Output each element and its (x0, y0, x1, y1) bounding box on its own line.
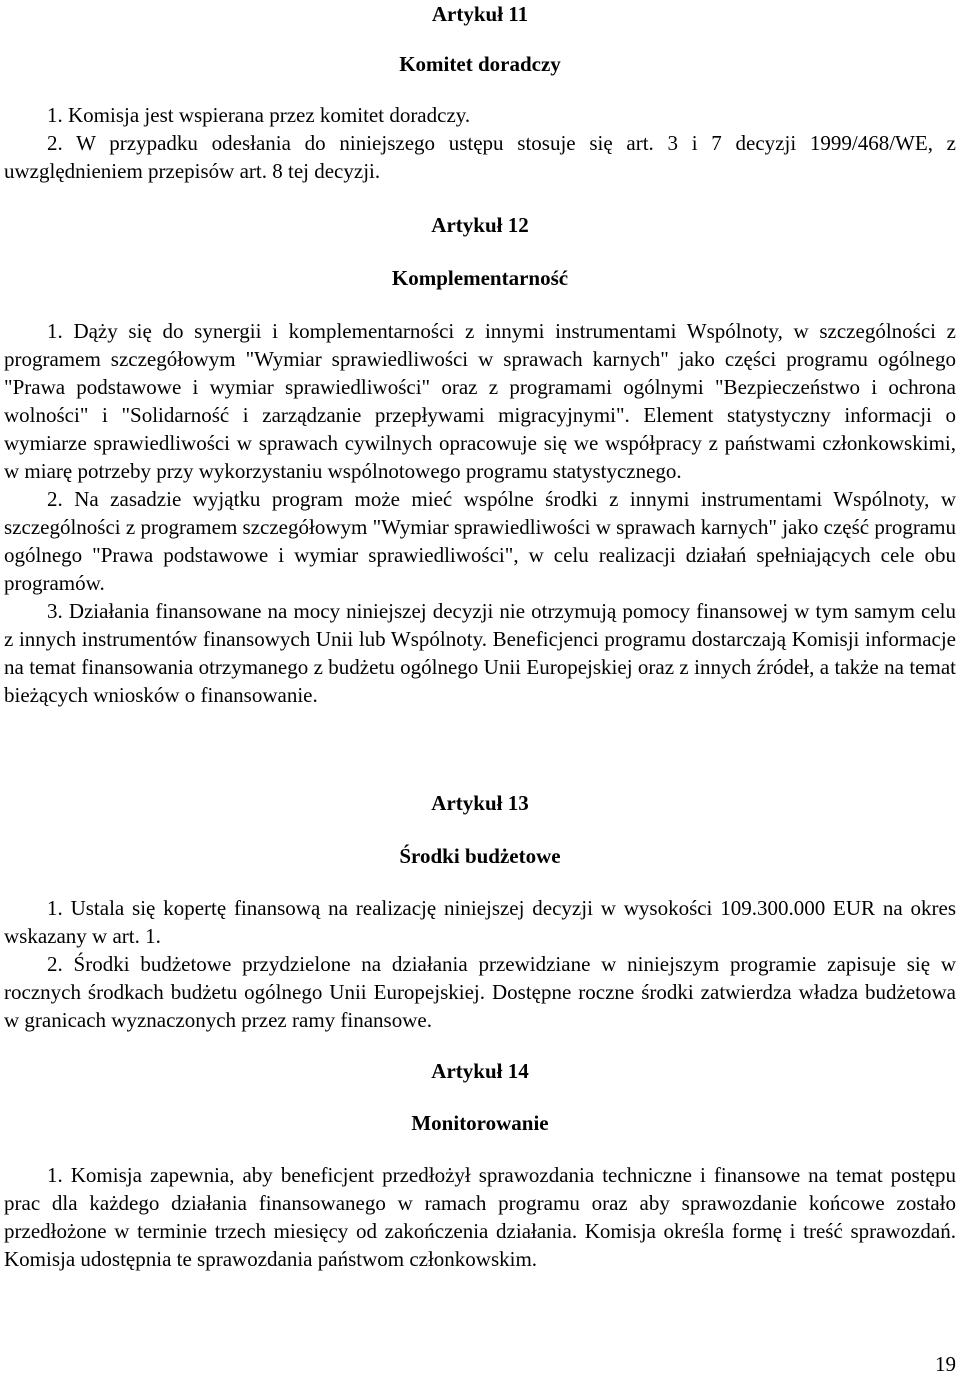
article-13-title: Środki budżetowe (399, 844, 561, 868)
article-11-number: Artykuł 11 (431, 2, 529, 26)
article-12-number: Artykuł 12 (431, 213, 529, 237)
article-11-title: Komitet doradczy (399, 52, 561, 76)
article-11-body (4, 101, 956, 185)
article-12-body (4, 317, 956, 709)
article-14-title: Monitorowanie (411, 1111, 549, 1135)
article-11-paragraph-1: 1. Komisja jest wspierana przez komitet doradczy. (47, 103, 471, 127)
article-12-paragraph-3: 3. Działania finansowane na mocy niniejszej decyzji nie otrzymują pomocy finansowej w tym samym celu z innych instrumentów finansowych Unii lub Wspólnoty. Beneficjenci programu dostarczają Komisji informacje na temat finansowania otrzymanego z budżetu ogólnego Unii Europejskiej oraz z innych źródeł, a także na temat bieżących wniosków o finansowanie. (4, 599, 956, 707)
article-12-title: Komplementarność (391, 266, 569, 290)
page-number: 19 (935, 1352, 956, 1376)
article-13-body (4, 894, 956, 1034)
article-14-body (4, 1161, 956, 1273)
article-14-paragraph-1: 1. Komisja zapewnia, aby beneficjent przedłożył sprawozdania techniczne i finansowe na temat postępu prac dla każdego działania finansowanego w ramach programu oraz aby sprawozdanie końcowe zostało przedłożone w terminie trzech miesięcy od zakończenia działania. Komisja określa formę i treść sprawozdań. Komisja udostępnia te sprawozdania państwom członkowskim. (4, 1163, 956, 1271)
article-13-paragraph-2: 2. Środki budżetowe przydzielone na działania przewidziane w niniejszym programie zapisuje się w rocznych środkach budżetu ogólnego Unii Europejskiej. Dostępne roczne środki zatwierdza władza budżetowa w granicach wyznaczonych przez ramy finansowe. (4, 952, 956, 1032)
article-13-number: Artykuł 13 (431, 791, 529, 815)
article-11-paragraph-2: 2. W przypadku odesłania do niniejszego ustępu stosuje się art. 3 i 7 decyzji 1999/468/WE, z uwzględnieniem przepisów art. 8 tej decyzji. (4, 131, 956, 183)
article-12-paragraph-1: 1. Dąży się do synergii i komplementarności z innymi instrumentami Wspólnoty, w szczególności z programem szczegółowym "Wymiar sprawiedliwości w sprawach karnych" jako części programu ogólnego "Prawa podstawowe i wymiar sprawiedliwości" oraz z programami ogólnymi "Bezpieczeństwo i ochrona wolności" i "Solidarność i zarządzanie przepływami migracyjnymi". Element statystyczny informacji o wymiarze sprawiedliwości w sprawach cywilnych opracowuje się we współpracy z państwami członkowskimi, w miarę potrzeby przy wykorzystaniu wspólnotowego programu statystycznego. (4, 319, 956, 483)
article-14-number: Artykuł 14 (431, 1059, 529, 1083)
article-12-paragraph-2: 2. Na zasadzie wyjątku program może mieć wspólne środki z innymi instrumentami Wspólnoty, w szczególności z programem szczegółowym "Wymiar sprawiedliwości w sprawach karnych" jako część programu ogólnego "Prawa podstawowe i wymiar sprawiedliwości", w celu realizacji działań spełniających cele obu programów. (4, 487, 956, 595)
article-13-paragraph-1: 1. Ustala się kopertę finansową na realizację niniejszej decyzji w wysokości 109.300.000 EUR na okres wskazany w art. 1. (4, 896, 956, 948)
